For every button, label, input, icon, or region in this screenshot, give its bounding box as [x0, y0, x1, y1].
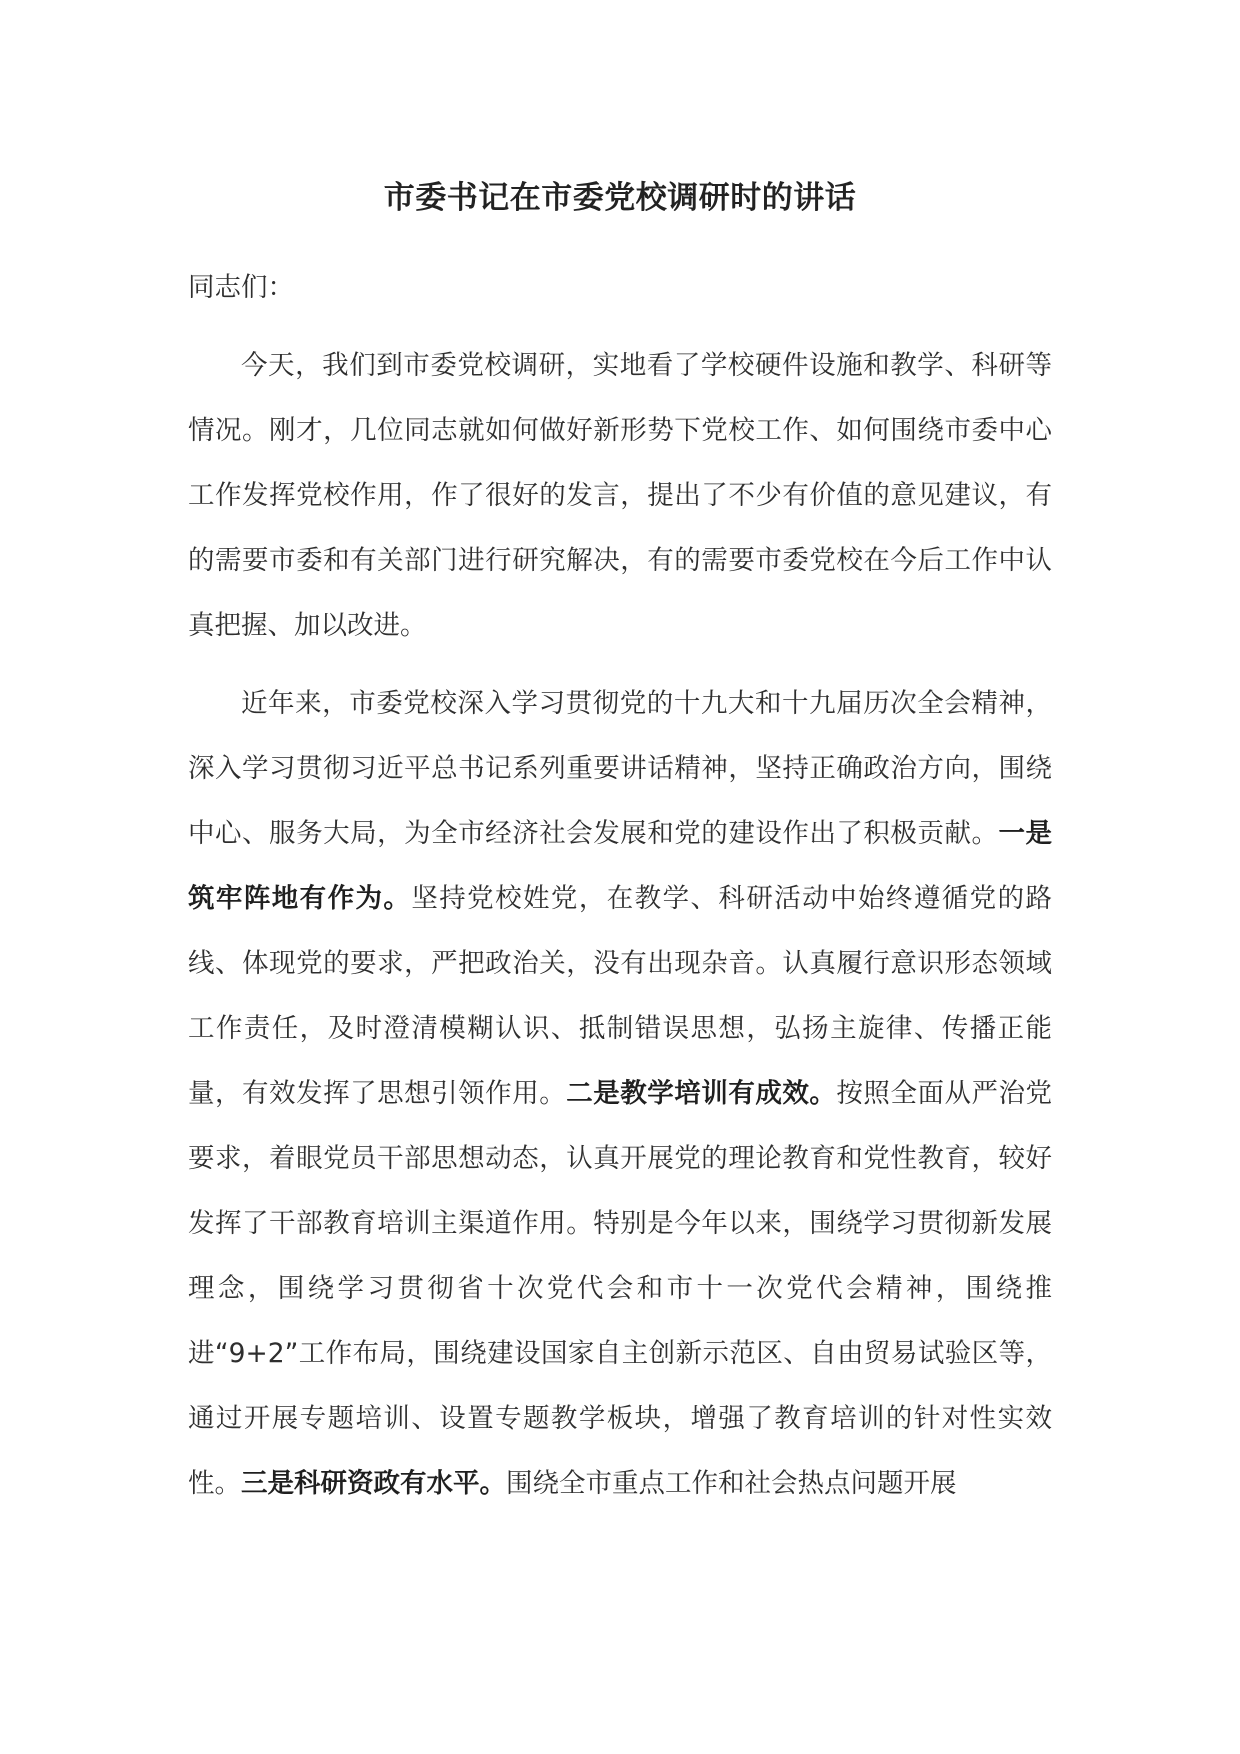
paragraph-2: [188, 671, 1052, 1516]
salutation: 同志们：: [188, 272, 294, 303]
point-3-text: 围绕全市重点工作和社会热点问题开展: [506, 1468, 957, 1499]
document-body: [188, 255, 1052, 1529]
point-2-text: 按照全面从严治党要求，着眼党员干部思想动态，认真开展党的理论教育和党性教育，较好发挥了干部教育培训主渠道作用。特别是今年以来，围绕学习贯彻新发展理念，围绕学习贯彻省十次党代会和市十一次党代会精神，围绕推进“9+2”工作布局，围绕建设国家自主创新示范区、自由贸易试验区等，通过开展专题培训、设置专题教学板块，增强了教育培训的针对性实效性。: [188, 1078, 1053, 1499]
paragraph-1: 今天，我们到市委党校调研，实地看了学校硬件设施和教学、科研等情况。刚才，几位同志就如何做好新形势下党校工作、如何围绕市委中心工作发挥党校作用，作了很好的发言，提出了不少有价值的意见建议，有的需要市委和有关部门进行研究解决，有的需要市委党校在今后工作中认真把握、加以改进。: [188, 350, 1052, 641]
point-1-heading: 一是筑牢阵地有作为。: [188, 818, 1053, 914]
document-title: 市委书记在市委党校调研时的讲话: [383, 180, 857, 216]
point-1-text: 坚持党校姓党，在教学、科研活动中始终遵循党的路线、体现党的要求，严把政治关，没有出现杂音。认真履行意识形态领域工作责任，及时澄清模糊认识、抵制错误思想，弘扬主旋律、传播正能量，有效发挥了思想引领作用。: [188, 883, 1053, 1109]
point-3-heading: 三是科研资政有水平。: [241, 1468, 506, 1499]
point-2-heading: 二是教学培训有成效。: [566, 1078, 837, 1109]
paragraph-2-intro: 近年来，市委党校深入学习贯彻党的十九大和十九届历次全会精神，深入学习贯彻习近平总书记系列重要讲话精神，坚持正确政治方向，围绕中心、服务大局，为全市经济社会发展和党的建设作出了积极贡献。: [188, 688, 1052, 849]
